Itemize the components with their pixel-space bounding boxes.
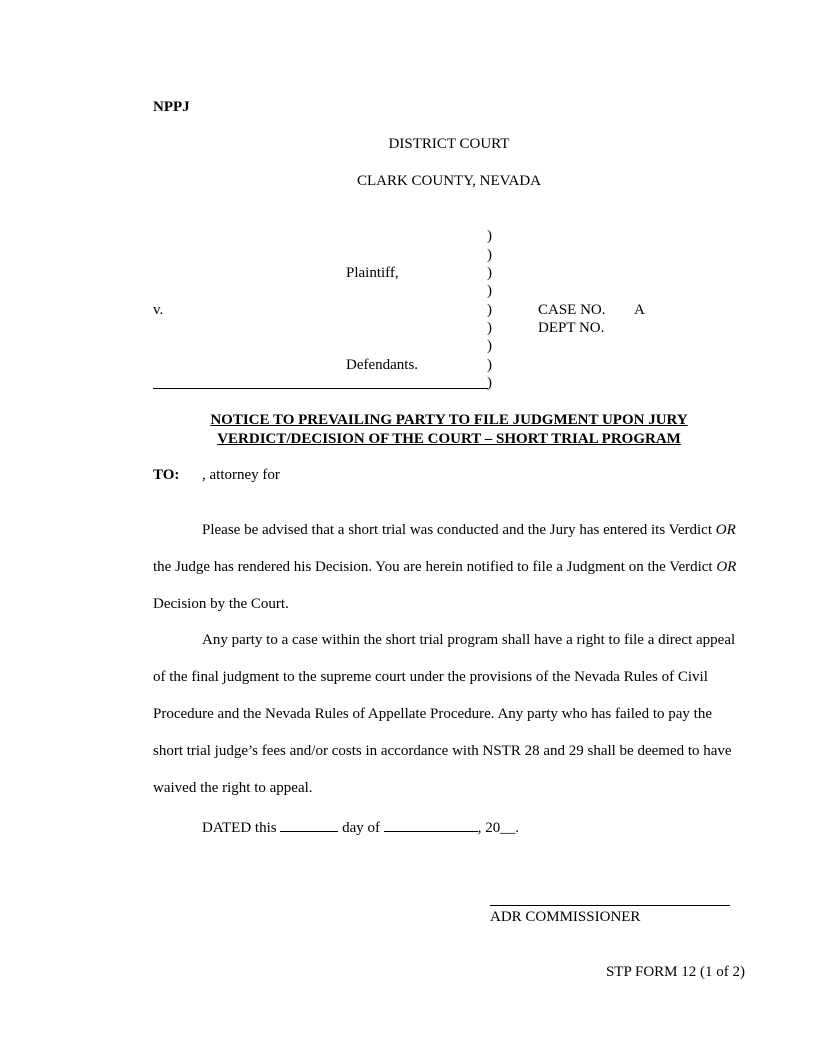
caption-paren: ): [487, 357, 492, 373]
body-paragraph-1: [153, 512, 745, 623]
notice-title-line-1: NOTICE TO PREVAILING PARTY TO FILE JUDGMENT UPON JURY: [210, 412, 688, 428]
signature-line[interactable]: [490, 905, 730, 906]
caption-paren: ): [487, 228, 492, 244]
caption-paren: ): [487, 320, 492, 336]
form-code: NPPJ: [153, 99, 190, 115]
caption-paren: ): [487, 247, 492, 263]
case-no-label: CASE NO.: [538, 302, 606, 318]
to-label: TO:: [153, 467, 180, 483]
court-name: DISTRICT COURT: [388, 136, 510, 152]
dated-line: [202, 817, 519, 837]
dated-prefix: DATED this: [202, 820, 277, 836]
day-of-text: day of: [342, 820, 380, 836]
or-emphasis: OR: [715, 522, 736, 538]
caption-paren: ): [487, 283, 492, 299]
caption-paren: ): [487, 302, 492, 318]
case-no-value: A: [634, 302, 645, 318]
dept-no-label: DEPT NO.: [538, 320, 605, 336]
or-emphasis: OR: [716, 559, 737, 575]
year-blank[interactable]: __: [500, 820, 516, 836]
plaintiff-label: Plaintiff,: [346, 265, 399, 281]
caption-paren: ): [487, 338, 492, 354]
county-name: CLARK COUNTY, NEVADA: [356, 173, 542, 189]
paragraph-text: the Judge has rendered his Decision. You are herein notified to file a Judgment on the Verdict: [153, 559, 717, 575]
defendant-label: Defendants.: [346, 357, 419, 373]
to-attorney-text: , attorney for: [202, 467, 280, 483]
caption-paren: ): [487, 375, 492, 391]
paragraph-text: Decision by the Court.: [153, 596, 289, 612]
form-footer-id: STP FORM 12 (1 of 2): [605, 964, 745, 980]
caption-paren: ): [487, 265, 492, 281]
caption-divider: [153, 388, 488, 389]
body-paragraph-2: Any party to a case within the short trial program shall have a right to file a direct appeal of the final judgment to the supreme court under the provisions of the Nevada Rules of Civil Procedure and the Nevada Rules of Appellate Procedure. Any party who has failed to pay the short trial judge’s fees and/or costs in accordance with NSTR 28 and 29 shall be deemed to have waived the right to appeal.: [153, 632, 736, 796]
versus-label: v.: [153, 302, 164, 318]
notice-title-line-2: VERDICT/DECISION OF THE COURT – SHORT TRIAL PROGRAM: [217, 431, 681, 447]
day-blank[interactable]: [280, 817, 338, 832]
adr-commissioner-label: ADR COMMISSIONER: [490, 909, 641, 925]
dated-suffix: .: [515, 820, 519, 836]
year-prefix: , 20: [477, 820, 501, 836]
paragraph-text: Please be advised that a short trial was conducted and the Jury has entered its Verdict: [202, 522, 716, 538]
month-blank[interactable]: [384, 817, 478, 832]
